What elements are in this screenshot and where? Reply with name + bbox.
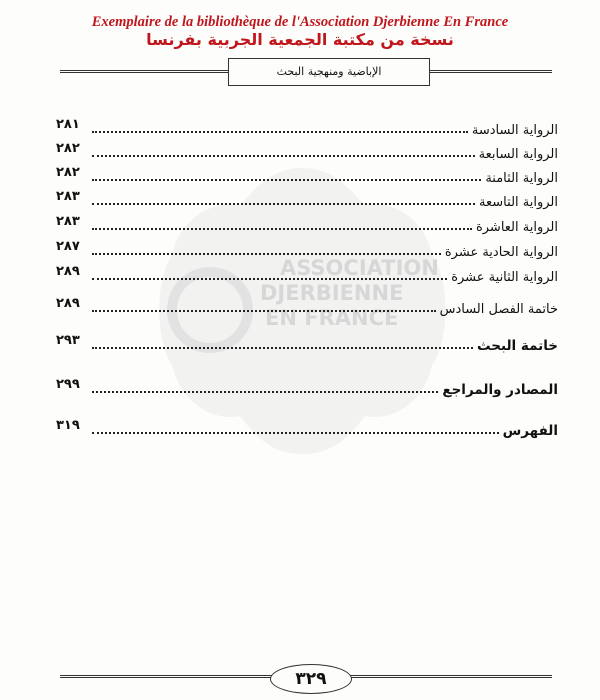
watermark-line-2: DJERBIENNE bbox=[260, 281, 404, 305]
toc-entry bbox=[90, 415, 558, 439]
toc-entry-page: ٢٨٣ bbox=[56, 189, 80, 204]
toc-leader-dots bbox=[92, 155, 475, 157]
toc-leader-dots bbox=[92, 131, 468, 133]
toc-entry-title: الرواية الثامنة bbox=[485, 171, 558, 186]
toc-leader-dots bbox=[92, 310, 436, 312]
toc-leader-dots bbox=[92, 347, 473, 349]
library-stamp-french: Exemplaire de la bibliothèque de l'Association Djerbienne En France bbox=[91, 14, 509, 30]
toc-entry-title: الرواية التاسعة bbox=[479, 195, 558, 210]
toc-entry bbox=[90, 162, 558, 186]
toc-entry bbox=[90, 211, 558, 235]
toc-entry bbox=[90, 138, 558, 162]
toc-entry bbox=[90, 330, 558, 354]
toc-entry-page: ٢٨٢ bbox=[56, 141, 80, 156]
toc-entry bbox=[90, 236, 558, 260]
toc-entry-title: الرواية السادسة bbox=[471, 123, 558, 138]
toc-entry bbox=[90, 114, 558, 138]
running-header: الإباضية ومنهجية البحث bbox=[228, 58, 430, 86]
toc-entry-page: ٢٨١ bbox=[56, 117, 80, 132]
watermark-line-1: ASSOCIATION bbox=[280, 256, 439, 280]
watermark-line-3: EN FRANCE bbox=[265, 306, 399, 330]
toc-entry-page: ٢٨٧ bbox=[56, 239, 80, 254]
toc-entry bbox=[90, 261, 558, 285]
toc-entry bbox=[90, 186, 558, 210]
toc-leader-dots bbox=[92, 203, 475, 205]
toc-entry-title: الرواية السابعة bbox=[478, 147, 558, 162]
toc-entry-page: ٣١٩ bbox=[56, 418, 80, 433]
toc-entry-title: الرواية الحادية عشرة bbox=[444, 245, 558, 260]
toc-entry-title: خاتمة البحث bbox=[476, 338, 558, 354]
toc-entry bbox=[90, 374, 558, 398]
toc-entry-page: ٢٨٢ bbox=[56, 165, 80, 180]
toc-leader-dots bbox=[92, 253, 441, 255]
toc-leader-dots bbox=[92, 228, 472, 230]
toc-entry-title: المصادر والمراجع bbox=[442, 382, 558, 398]
toc-leader-dots bbox=[92, 391, 438, 393]
toc-leader-dots bbox=[92, 432, 499, 434]
toc-entry-page: ٢٩٣ bbox=[56, 333, 80, 348]
toc-entry-page: ٢٨٣ bbox=[56, 214, 80, 229]
toc-entry-title: الفهرس bbox=[502, 423, 558, 439]
toc-entry-title: خاتمة الفصل السادس bbox=[439, 302, 558, 317]
toc-leader-dots bbox=[92, 278, 447, 280]
toc-entry bbox=[90, 293, 558, 317]
toc-entry-title: الرواية الثانية عشرة bbox=[451, 270, 558, 285]
library-stamp-arabic: نسخة من مكتبة الجمعية الجربية بفرنسا bbox=[146, 30, 454, 49]
page-number: ٣٢٩ bbox=[270, 664, 352, 694]
toc-entry-page: ٢٩٩ bbox=[56, 377, 80, 392]
toc-entry-page: ٢٨٩ bbox=[56, 296, 80, 311]
toc-entry-title: الرواية العاشرة bbox=[475, 220, 558, 235]
toc-entry-page: ٢٨٩ bbox=[56, 264, 80, 279]
toc-leader-dots bbox=[92, 179, 481, 181]
